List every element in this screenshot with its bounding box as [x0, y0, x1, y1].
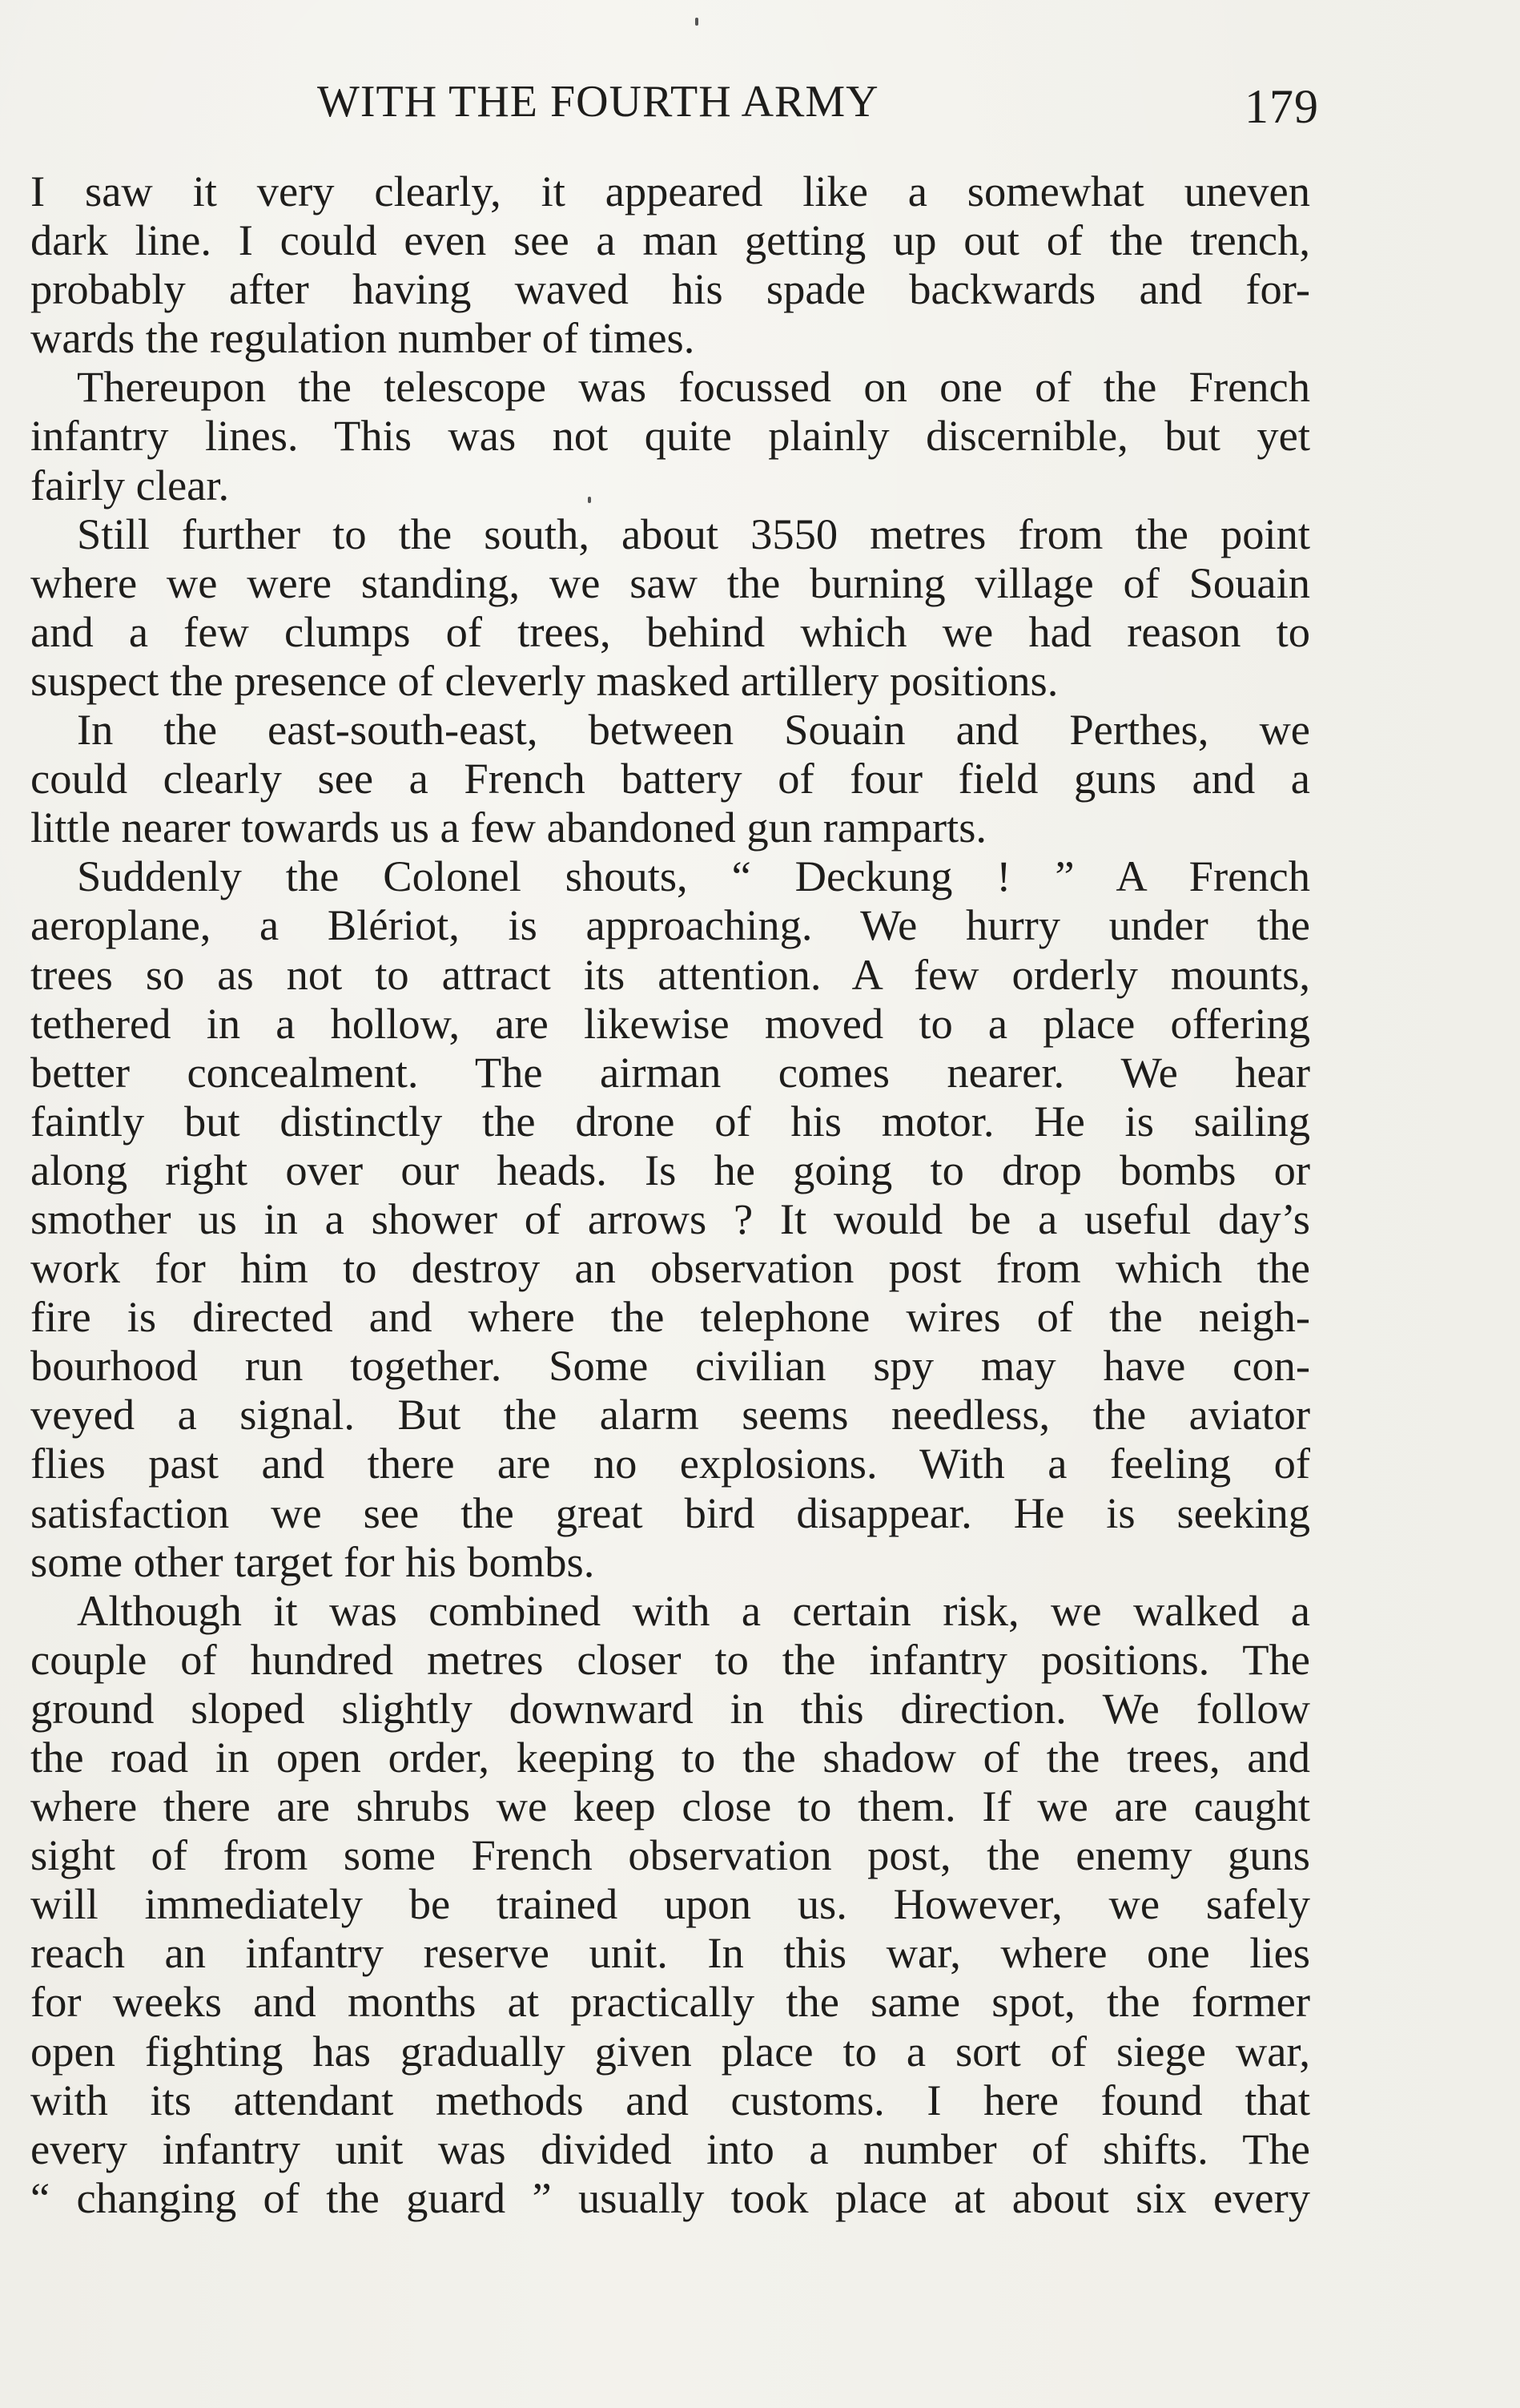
- text-line: fairly clear.: [30, 460, 230, 509]
- text-line: couple of hundred metres closer to the infantry positions. The: [30, 1634, 1310, 1684]
- text-line: dark line. I could even see a man getting up out of the trench,: [30, 215, 1310, 265]
- text-line: satisfaction we see the great bird disappear. He is seeking: [30, 1488, 1310, 1537]
- page-number: 179: [1245, 80, 1319, 133]
- text-line: Thereupon the telescope was focussed on one of the French: [77, 362, 1310, 412]
- text-line: Although it was combined with a certain risk, we walked a: [77, 1585, 1310, 1635]
- ink-speck: [695, 18, 698, 26]
- text-line: where we were standing, we saw the burning village of Souain: [30, 558, 1310, 607]
- text-line: better concealment. The airman comes nearer. We hear: [30, 1047, 1310, 1097]
- text-line: Suddenly the Colonel shouts, “ Deckung ! ” A French: [77, 852, 1310, 901]
- page-header: [317, 74, 1319, 133]
- text-line: aeroplane, a Blériot, is approaching. We hurry under the: [30, 900, 1310, 950]
- text-line: little nearer towards us a few abandoned gun ramparts.: [30, 803, 987, 852]
- text-line: open fighting has gradually given place to a sort of siege war,: [30, 2026, 1310, 2076]
- text-line: reach an infantry reserve unit. In this war, where one lies: [30, 1928, 1310, 1978]
- text-line: In the east-south-east, between Souain and Perthes, we: [77, 705, 1310, 755]
- text-line: veyed a signal. But the alarm seems needless, the aviator: [30, 1390, 1310, 1440]
- text-line: Still further to the south, about 3550 metres from the point: [77, 509, 1310, 558]
- text-line: for weeks and months at practically the same spot, the former: [30, 1977, 1310, 2027]
- body-text: [30, 167, 1310, 2222]
- text-line: flies past and there are no explosions. With a feeling of: [30, 1439, 1310, 1488]
- text-line: every infantry unit was divided into a number of shifts. The: [30, 2124, 1310, 2173]
- text-line: ground sloped slightly downward in this direction. We follow: [30, 1683, 1310, 1733]
- running-title: WITH THE FOURTH ARMY: [317, 77, 879, 127]
- text-line: some other target for his bombs.: [30, 1536, 595, 1586]
- text-line: fire is directed and where the telephone wires of the neigh-: [30, 1292, 1310, 1342]
- text-line: where there are shrubs we keep close to them. If we are caught: [30, 1782, 1310, 1831]
- text-line: “ changing of the guard ” usually took place at about six every: [30, 2172, 1310, 2222]
- text-line: with its attendant methods and customs. I here found that: [30, 2075, 1310, 2124]
- text-line: smother us in a shower of arrows ? It would be a useful day’s: [30, 1194, 1310, 1243]
- text-line: trees so as not to attract its attention. A few orderly mounts,: [30, 949, 1310, 999]
- text-line: will immediately be trained upon us. However, we safely: [30, 1879, 1310, 1929]
- text-line: faintly but distinctly the drone of his motor. He is sailing: [30, 1096, 1310, 1146]
- text-line: probably after having waved his spade backwards and for-: [30, 264, 1310, 314]
- text-line: sight of from some French observation post, the enemy guns: [30, 1830, 1310, 1880]
- text-line: the road in open order, keeping to the shadow of the trees, and: [30, 1733, 1310, 1782]
- text-line: I saw it very clearly, it appeared like a somewhat uneven: [30, 167, 1310, 215]
- text-line: tethered in a hollow, are likewise moved to a place offering: [30, 998, 1310, 1048]
- text-line: wards the regulation number of times.: [30, 313, 695, 363]
- text-line: work for him to destroy an observation post from which the: [30, 1243, 1310, 1293]
- text-line: could clearly see a French battery of four field guns and a: [30, 754, 1310, 803]
- text-line: suspect the presence of cleverly masked artillery positions.: [30, 655, 1059, 705]
- text-line: infantry lines. This was not quite plainly discernible, but yet: [30, 411, 1310, 461]
- text-line: and a few clumps of trees, behind which we had reason to: [30, 606, 1310, 656]
- text-line: along right over our heads. Is he going to drop bombs or: [30, 1145, 1310, 1194]
- text-line: bourhood run together. Some civilian spy may have con-: [30, 1341, 1310, 1391]
